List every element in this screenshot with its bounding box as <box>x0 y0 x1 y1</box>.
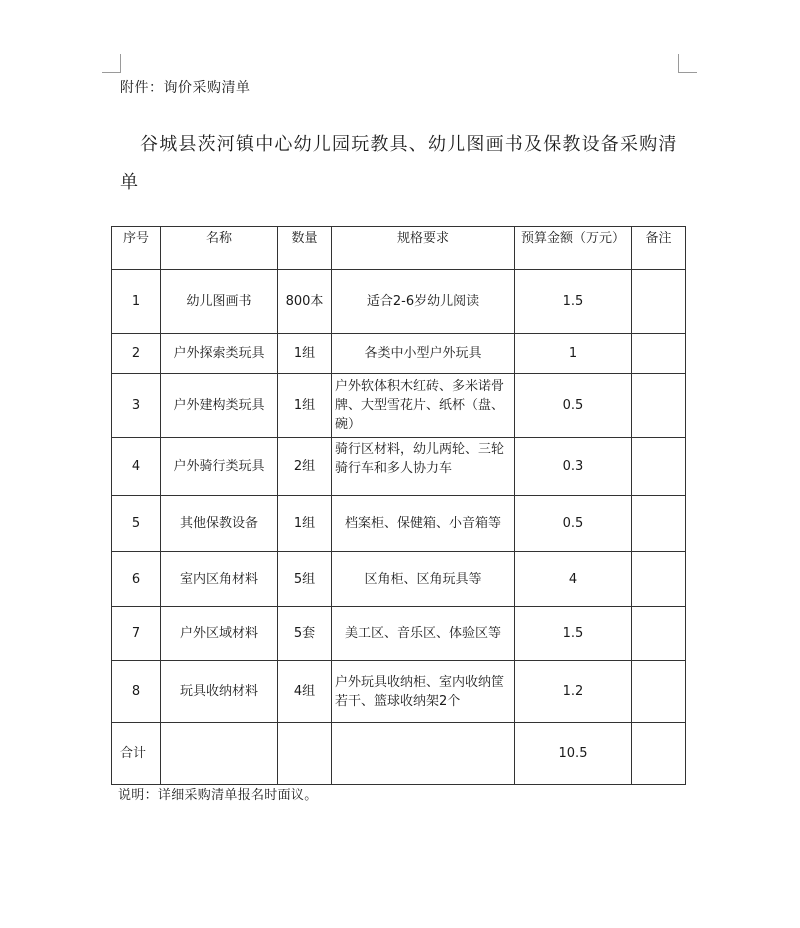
cell-no: 2 <box>112 334 161 374</box>
cell-spec: 档案柜、保健箱、小音箱等 <box>332 496 515 552</box>
cell-name: 户外骑行类玩具 <box>161 438 278 496</box>
cell-spec: 各类中小型户外玩具 <box>332 334 515 374</box>
cell-remark <box>632 552 686 607</box>
cell-remark <box>632 661 686 723</box>
table-row <box>112 438 686 496</box>
cell-remark <box>632 374 686 438</box>
table-row <box>112 334 686 374</box>
footnote: 说明：详细采购清单报名时面议。 <box>118 788 318 803</box>
cell-name: 户外探索类玩具 <box>161 334 278 374</box>
cell-budget: 1.5 <box>515 270 632 334</box>
header-name: 名称 <box>161 227 278 270</box>
cell-name: 玩具收纳材料 <box>161 661 278 723</box>
table-header-row <box>112 227 686 270</box>
cell-budget: 1.2 <box>515 661 632 723</box>
cell-budget: 0.3 <box>515 438 632 496</box>
cell-remark <box>632 607 686 661</box>
cell-remark <box>632 270 686 334</box>
cell-budget: 0.5 <box>515 496 632 552</box>
cell-no: 3 <box>112 374 161 438</box>
cell-qty: 4组 <box>278 661 332 723</box>
table-total-row <box>112 723 686 785</box>
table-row <box>112 270 686 334</box>
cell-spec: 骑行区材料，幼儿两轮、三轮骑行车和多人协力车 <box>332 438 515 496</box>
cell-spec: 美工区、音乐区、体验区等 <box>332 607 515 661</box>
cell-empty <box>161 723 278 785</box>
cell-qty: 1组 <box>278 496 332 552</box>
cell-spec: 区角柜、区角玩具等 <box>332 552 515 607</box>
header-remark: 备注 <box>632 227 686 270</box>
cell-budget: 0.5 <box>515 374 632 438</box>
header-budget: 预算金额（万元） <box>515 227 632 270</box>
cell-no: 5 <box>112 496 161 552</box>
cell-name: 其他保教设备 <box>161 496 278 552</box>
cell-qty: 800本 <box>278 270 332 334</box>
cell-name: 室内区角材料 <box>161 552 278 607</box>
cell-spec: 适合2-6岁幼儿阅读 <box>332 270 515 334</box>
cell-spec: 户外软体积木红砖、多米诺骨牌、大型雪花片、纸杯（盘、碗） <box>332 374 515 438</box>
cell-budget: 1.5 <box>515 607 632 661</box>
table-row <box>112 374 686 438</box>
cell-name: 户外区域材料 <box>161 607 278 661</box>
cell-no: 8 <box>112 661 161 723</box>
header-no: 序号 <box>112 227 161 270</box>
cell-empty <box>632 723 686 785</box>
attachment-label: 附件：询价采购清单 <box>120 80 251 96</box>
cell-empty <box>332 723 515 785</box>
total-label: 合计 <box>112 723 161 785</box>
cell-qty: 5组 <box>278 552 332 607</box>
cell-qty: 1组 <box>278 334 332 374</box>
cell-no: 1 <box>112 270 161 334</box>
cell-no: 4 <box>112 438 161 496</box>
cell-qty: 2组 <box>278 438 332 496</box>
table-row <box>112 661 686 723</box>
cell-remark <box>632 496 686 552</box>
cell-budget: 4 <box>515 552 632 607</box>
cell-no: 6 <box>112 552 161 607</box>
page-corner-mark-top-left <box>102 54 121 73</box>
cell-budget: 1 <box>515 334 632 374</box>
table-row <box>112 496 686 552</box>
cell-qty: 1组 <box>278 374 332 438</box>
cell-name: 户外建构类玩具 <box>161 374 278 438</box>
cell-remark <box>632 438 686 496</box>
procurement-table <box>111 226 686 785</box>
total-budget: 10.5 <box>515 723 632 785</box>
cell-qty: 5套 <box>278 607 332 661</box>
cell-remark <box>632 334 686 374</box>
cell-spec: 户外玩具收纳柜、室内收纳筐若干、篮球收纳架2个 <box>332 661 515 723</box>
document-title: 谷城县茨河镇中心幼儿园玩教具、幼儿图画书及保教设备采购清单 <box>120 134 678 193</box>
table-row <box>112 552 686 607</box>
header-spec: 规格要求 <box>332 227 515 270</box>
cell-name: 幼儿图画书 <box>161 270 278 334</box>
header-qty: 数量 <box>278 227 332 270</box>
cell-empty <box>278 723 332 785</box>
page-corner-mark-top-right <box>678 54 697 73</box>
cell-no: 7 <box>112 607 161 661</box>
table-row <box>112 607 686 661</box>
